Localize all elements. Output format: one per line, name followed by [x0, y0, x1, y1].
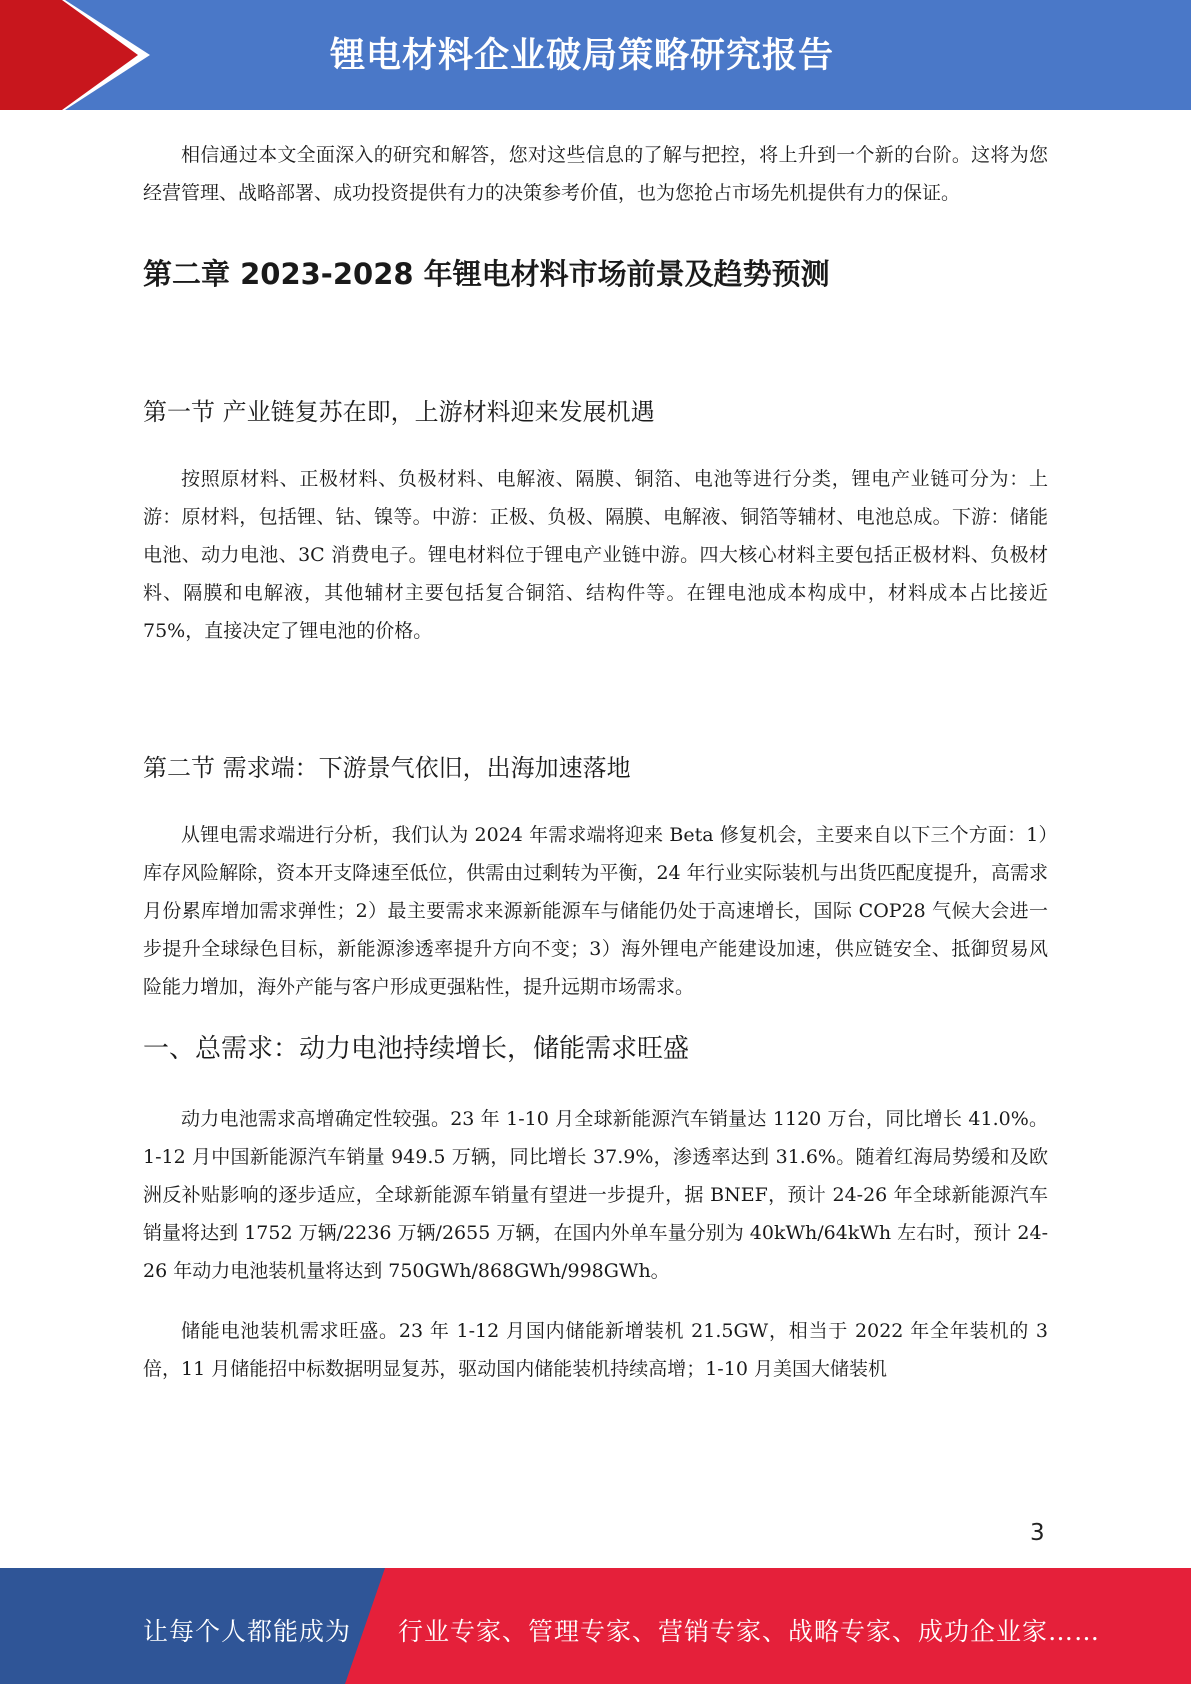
- intro-paragraph: 相信通过本文全面深入的研究和解答，您对这些信息的了解与把控，将上升到一个新的台阶。这将为您经营管理、战略部署、成功投资提供有力的决策参考价值，也为您抢占市场先机提供有力的保证。: [143, 144, 1048, 204]
- subsection-1-heading: 一、总需求：动力电池持续增长，储能需求旺盛: [143, 1034, 690, 1064]
- section-1-heading: 第一节 产业链复苏在即，上游材料迎来发展机遇: [143, 398, 655, 426]
- subsection-1-paragraph-1: 动力电池需求高增确定性较强。23 年 1-10 月全球新能源汽车销量达 1120 万台，同比增长 41.0%。1-12 月中国新能源汽车销量 949.5 万辆，同比增长 37.9%，渗透率达到 31.6%。随着红海局势缓和及欧洲反补贴影响的逐步适应，全球新能源车销量有望进一步提升，据 BNEF，预计 24-26 年全球新能源汽车销量将达到 1752 万辆/2236 万辆/2655 万辆，在国内外单车量分别为 40kWh/64kWh 左右时，预计 24-26 年动力电池装机量将达到 750GWh/868GWh/998GWh。: [143, 1108, 1048, 1282]
- section-2-paragraph: 从锂电需求端进行分析，我们认为 2024 年需求端将迎来 Beta 修复机会，主要来自以下三个方面：1）库存风险解除，资本开支降速至低位，供需由过剩转为平衡，24 年行业实际装机与出货匹配度提升，高需求月份累库增加需求弹性；2）最主要需求来源新能源车与储能仍处于高速增长，国际 COP28 气候大会进一步提升全球绿色目标，新能源渗透率提升方向不变；3）海外锂电产能建设加速，供应链安全、抵御贸易风险能力增加，海外产能与客户形成更强粘性，提升远期市场需求。: [143, 824, 1048, 998]
- subsection-1-paragraph-2: 储能电池装机需求旺盛。23 年 1-12 月国内储能新增装机 21.5GW，相当于 2022 年全年装机的 3 倍，11 月储能招中标数据明显复苏，驱动国内储能装机持续高增；1-10 月美国大储装机: [143, 1320, 1048, 1380]
- page-footer: [0, 1568, 1191, 1684]
- document-body: [143, 132, 1048, 1388]
- chapter-heading: 第二章 2023-2028 年锂电材料市场前景及趋势预测: [143, 257, 830, 291]
- footer-slogan-right: 行业专家、管理专家、营销专家、战略专家、成功企业家……: [398, 1617, 1101, 1646]
- footer-slogan-left: 让每个人都能成为: [143, 1617, 352, 1646]
- section-2-heading: 第二节 需求端：下游景气依旧，出海加速落地: [143, 754, 631, 782]
- page-header: [0, 0, 1191, 110]
- page-number: 3: [1030, 1520, 1045, 1546]
- report-title: 锂电材料企业破局策略研究报告: [330, 36, 835, 76]
- section-1-paragraph: 按照原材料、正极材料、负极材料、电解液、隔膜、铜箔、电池等进行分类，锂电产业链可分为：上游：原材料，包括锂、钴、镍等。中游：正极、负极、隔膜、电解液、铜箔等辅材、电池总成。下游：储能电池、动力电池、3C 消费电子。锂电材料位于锂电产业链中游。四大核心材料主要包括正极材料、负极材料、隔膜和电解液，其他辅材主要包括复合铜箔、结构件等。在锂电池成本构成中，材料成本占比接近 75%，直接决定了锂电池的价格。: [143, 468, 1048, 642]
